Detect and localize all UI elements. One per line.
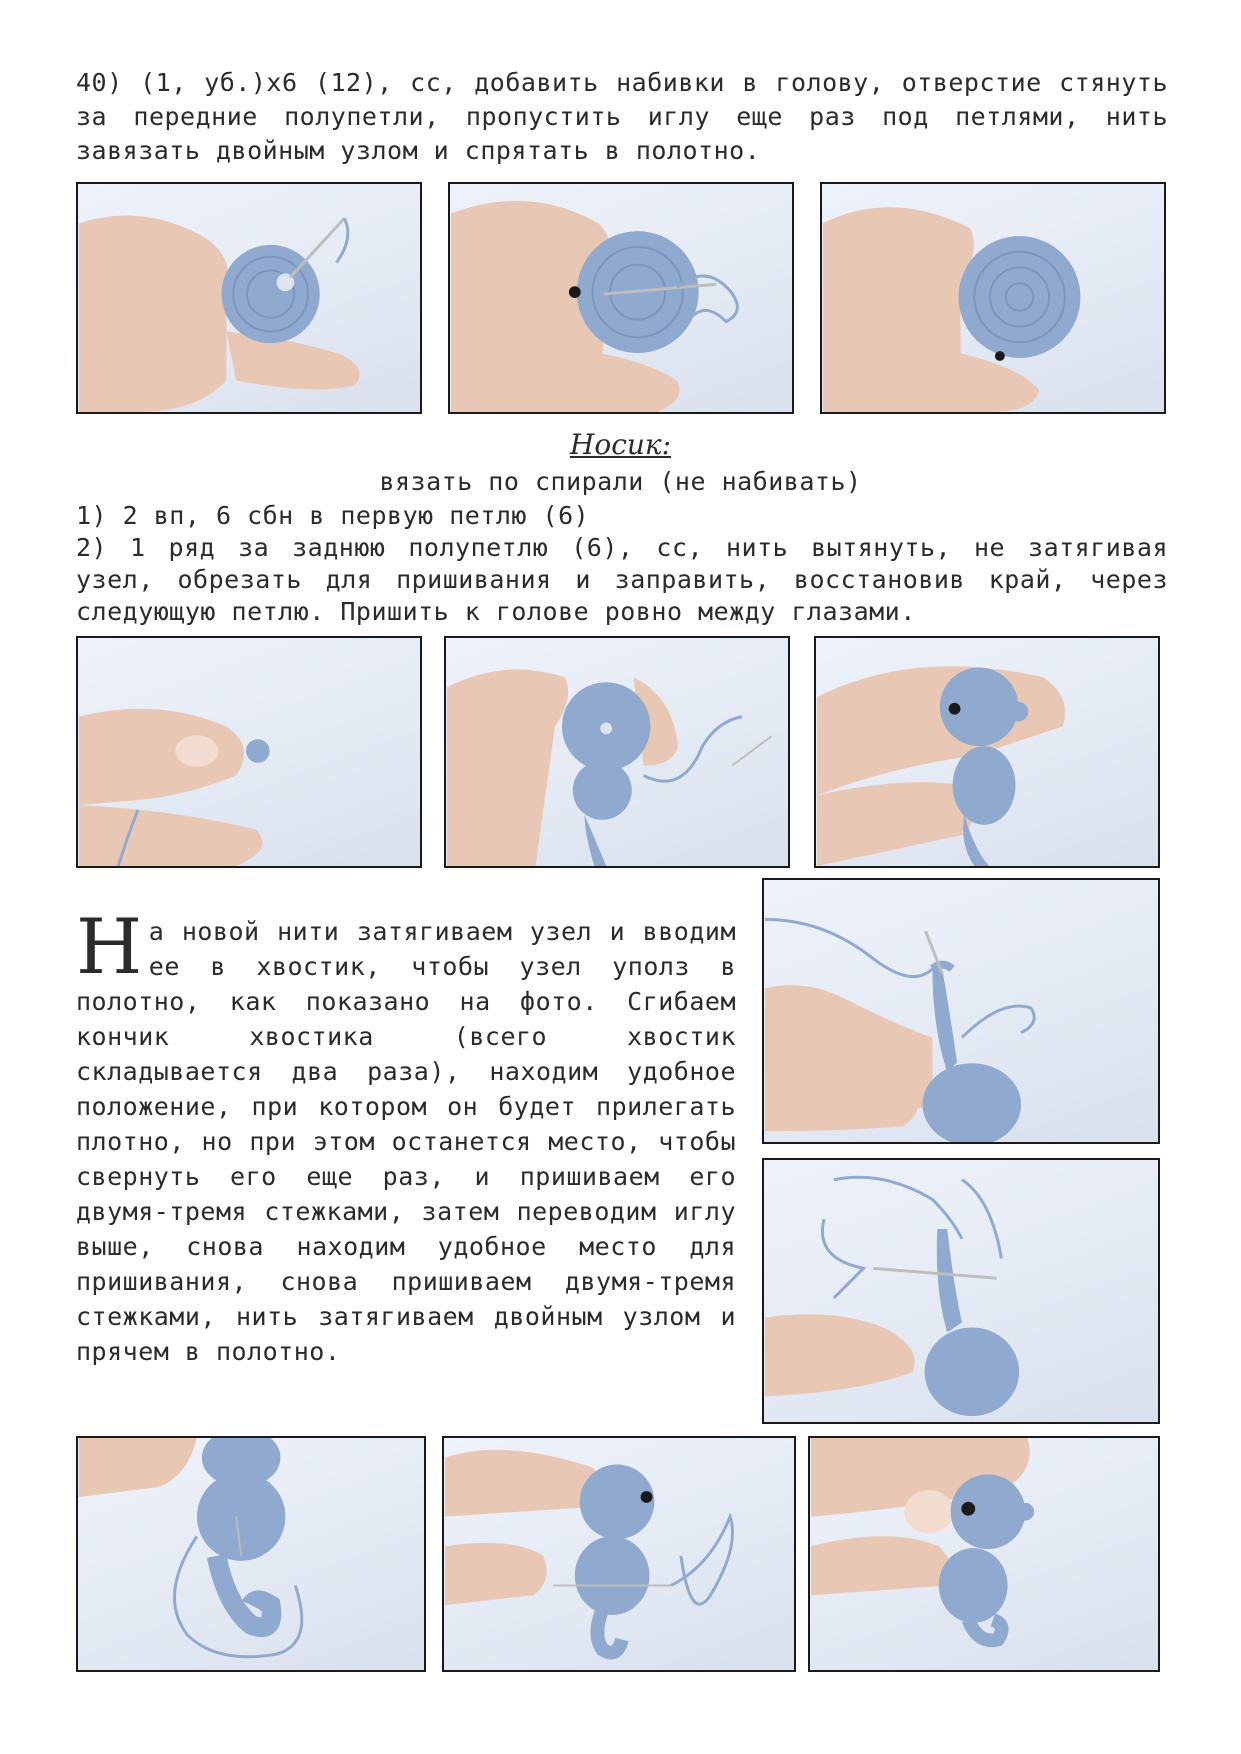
tail-instructions-text: а новой нити затягиваем узел и вводим ее в хвостик, чтобы узел уполз в полотно, как показано на фото. Сгибаем кончик хвостика (всего хвостик складывается два раза), находим удобное положение, при котором он будет прилегать плотно, но при этом останется место, чтобы свернуть его еще раз, и пришиваем его двумя-тремя стежками, затем переводим иглу выше, снова находим удобное место для пришивания, снова пришиваем двумя-тремя стежками, нить затягиваем двойным узлом и прячем в полотно. (76, 917, 736, 1366)
tail-instructions (76, 902, 736, 1369)
photo-nose-3-image (816, 638, 1158, 866)
photo-tail-sew-1 (76, 1436, 426, 1672)
photo-head-closing-1-image (78, 184, 420, 412)
drop-cap-letter: Н (76, 902, 143, 991)
photo-nose-2 (444, 636, 790, 868)
photo-head-closing-3-image (822, 184, 1164, 412)
photo-head-closing-2 (448, 182, 794, 414)
photo-tail-sew-2-image (444, 1438, 794, 1670)
photo-tail-needle-1 (762, 878, 1160, 1144)
photo-tail-sew-2 (442, 1436, 796, 1672)
photo-tail-sew-1-image (78, 1438, 424, 1670)
photo-nose-3 (814, 636, 1160, 868)
photo-nose-2-image (446, 638, 788, 866)
nose-section-subtitle: вязать по спирали (не набивать) (379, 467, 862, 496)
photo-nose-1-image (78, 638, 420, 866)
photo-tail-needle-2-image (764, 1160, 1158, 1422)
nose-section-title: Носик: (569, 428, 672, 461)
photo-tail-sew-3 (808, 1436, 1160, 1672)
photo-tail-needle-1-image (764, 880, 1158, 1142)
nose-step-1: 1) 2 вп, 6 сбн в первую петлю (6) (76, 501, 590, 530)
photo-tail-needle-2 (762, 1158, 1160, 1424)
photo-head-closing-1 (76, 182, 422, 414)
nose-step-2: 2) 1 ряд за заднюю полупетлю (6), сс, нить вытянуть, не затягивая узел, обрезать для пришивания и заправить, восстановив край, через следующую петлю. Пришить к голове ровно между глазами. (76, 533, 1168, 626)
photo-head-closing-2-image (450, 184, 792, 412)
photo-tail-sew-3-image (810, 1438, 1158, 1670)
photo-head-closing-3 (820, 182, 1166, 414)
photo-nose-1 (76, 636, 422, 868)
intro-paragraph: 40) (1, уб.)х6 (12), сс, добавить набивки в голову, отверстие стянуть за передние полупетли, пропустить иглу еще раз под петлями, нить завязать двойным узлом и спрятать в полотно. (76, 68, 1168, 165)
